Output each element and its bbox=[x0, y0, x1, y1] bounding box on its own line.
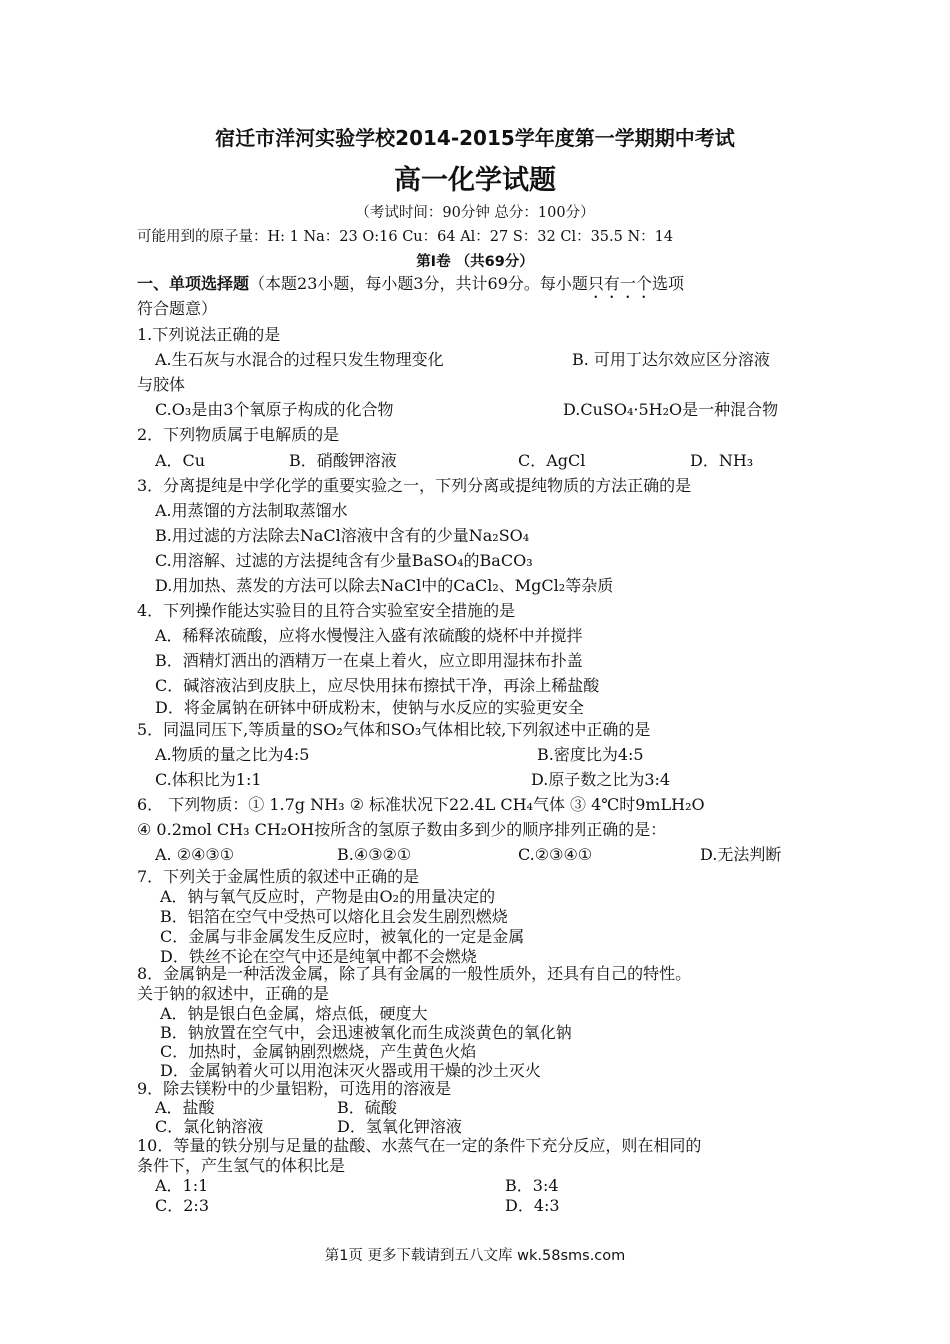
q8-option-c: C．加热时，金属钠剧烈燃烧，产生黄色火焰 bbox=[160, 1042, 477, 1061]
question-4: 4．下列操作能达实验目的且符合实验室安全措施的是 bbox=[137, 601, 516, 620]
document-title: 宿迁市洋河实验学校2014-2015学年度第一学期期中考试 bbox=[215, 126, 735, 150]
q7-option-c: C．金属与非金属发生反应时，被氧化的一定是金属 bbox=[160, 927, 525, 946]
q3-option-c: C.用溶解、过滤的方法提纯含有少量BaSO₄的BaCO₃ bbox=[155, 551, 533, 570]
q3-option-b: B.用过滤的方法除去NaCl溶液中含有的少量Na₂SO₄ bbox=[155, 526, 530, 545]
question-9: 9．除去镁粉中的少量铝粉，可选用的溶液是 bbox=[137, 1079, 452, 1098]
q6-option-a: A. ②④③① bbox=[155, 845, 235, 864]
exam-info: （考试时间：90分钟 总分：100分） bbox=[355, 205, 595, 221]
q8-option-a: A．钠是银白色金属，熔点低，硬度大 bbox=[160, 1004, 428, 1023]
page-footer: 第1页 更多下载请到五八文库 wk.58sms.com bbox=[324, 1248, 626, 1264]
q9-option-b: B．硫酸 bbox=[337, 1098, 397, 1117]
q4-option-a: A．稀释浓硫酸，应将水慢慢注入盛有浓硫酸的烧杯中并搅拌 bbox=[155, 626, 583, 645]
q9-option-c: C．氯化钠溶液 bbox=[155, 1117, 264, 1136]
q10-option-b: B．3:4 bbox=[505, 1176, 559, 1195]
question-10-cont: 条件下，产生氢气的体积比是 bbox=[137, 1156, 346, 1175]
q1-option-b-cont: 与胶体 bbox=[137, 375, 186, 394]
q5-option-b: B.密度比为4:5 bbox=[537, 745, 644, 764]
question-6-cont: ④ 0.2mol CH₃ CH₂OH按所含的氢原子数由多到少的顺序排列正确的是： bbox=[137, 820, 667, 839]
question-8: 8．金属钠是一种活泼金属，除了具有金属的一般性质外，还具有自己的特性。 bbox=[137, 964, 692, 983]
question-2: 2．下列物质属于电解质的是 bbox=[137, 425, 340, 444]
q5-option-c: C.体积比为1:1 bbox=[155, 770, 262, 789]
section-intro-line2: 符合题意） bbox=[137, 299, 218, 318]
question-1: 1.下列说法正确的是 bbox=[137, 325, 281, 344]
q6-option-d: D.无法判断 bbox=[700, 845, 782, 864]
q9-option-d: D．氢氧化钾溶液 bbox=[337, 1117, 462, 1136]
question-10: 10．等量的铁分别与足量的盐酸、水蒸气在一定的条件下充分反应，则在相同的 bbox=[137, 1136, 702, 1155]
q6-option-b: B.④③②① bbox=[337, 845, 412, 864]
q3-option-d: D.用加热、蒸发的方法可以除去NaCl中的CaCl₂、MgCl₂等杂质 bbox=[155, 576, 614, 595]
q8-option-b: B．钠放置在空气中，会迅速被氧化而生成淡黄色的氧化钠 bbox=[160, 1023, 572, 1042]
atomic-masses: 可能用到的原子量：H: 1 Na：23 O:16 Cu：64 Al：27 S：32 Cl：35.5 N：14 bbox=[137, 229, 674, 245]
q2-option-d: D．NH₃ bbox=[690, 451, 754, 470]
q2-option-a: A．Cu bbox=[155, 451, 206, 470]
question-5: 5．同温同压下,等质量的SO₂气体和SO₃气体相比较,下列叙述中正确的是 bbox=[137, 720, 651, 739]
q1-option-a: A.生石灰与水混合的过程只发生物理变化 bbox=[155, 350, 444, 369]
q9-option-a: A．盐酸 bbox=[155, 1098, 215, 1117]
question-3: 3．分离提纯是中学化学的重要实验之一，下列分离或提纯物质的方法正确的是 bbox=[137, 476, 692, 495]
q5-option-d: D.原子数之比为3:4 bbox=[531, 770, 671, 789]
q10-option-a: A．1:1 bbox=[155, 1176, 209, 1195]
q1-option-b: B. 可用丁达尔效应区分溶液 bbox=[572, 350, 770, 369]
volume-heading: 第Ⅰ卷 （共69分） bbox=[416, 254, 534, 270]
section-intro: （本题23小题，每小题3分，共计69分。每小题 bbox=[249, 274, 588, 293]
q5-option-a: A.物质的量之比为4:5 bbox=[155, 745, 310, 764]
q1-option-d: D.CuSO₄·5H₂O是一种混合物 bbox=[563, 400, 779, 419]
q7-option-b: B．铝箔在空气中受热可以熔化且会发生剧烈燃烧 bbox=[160, 907, 508, 926]
q3-option-a: A.用蒸馏的方法制取蒸馏水 bbox=[155, 501, 348, 520]
section-title: 一、单项选择题 bbox=[137, 274, 250, 293]
question-7: 7．下列关于金属性质的叙述中正确的是 bbox=[137, 867, 420, 886]
q4-option-d: D．将金属钠在研钵中研成粉末，使钠与水反应的实验更安全 bbox=[155, 698, 584, 717]
q2-option-b: B．硝酸钾溶液 bbox=[289, 451, 397, 470]
section-heading bbox=[137, 273, 684, 302]
q7-option-a: A．钠与氧气反应时，产物是由O₂的用量决定的 bbox=[160, 887, 496, 906]
q2-option-c: C．AgCl bbox=[518, 451, 586, 470]
question-6: 6． 下列物质：① 1.7g NH₃ ② 标准状况下22.4L CH₄气体 ③ 4℃时9mLH₂O bbox=[137, 795, 705, 814]
q10-option-d: D．4:3 bbox=[505, 1196, 560, 1215]
q7-option-d: D．铁丝不论在空气中还是纯氧中都不会燃烧 bbox=[160, 947, 477, 966]
section-intro-end: 选项 bbox=[651, 274, 684, 293]
emphasis-text: 只有一个 bbox=[587, 274, 652, 293]
q6-option-c: C.②③④① bbox=[518, 845, 593, 864]
q1-option-c: C.O₃是由3个氧原子构成的化合物 bbox=[155, 400, 394, 419]
document-subtitle: 高一化学试题 bbox=[394, 165, 556, 196]
question-8-cont: 关于钠的叙述中，正确的是 bbox=[137, 984, 330, 1003]
q4-option-c: C．碱溶液沾到皮肤上，应尽快用抹布擦拭干净，再涂上稀盐酸 bbox=[155, 676, 600, 695]
q8-option-d: D．金属钠着火可以用泡沫灭火器或用干燥的沙土灭火 bbox=[160, 1061, 541, 1080]
q10-option-c: C．2:3 bbox=[155, 1196, 209, 1215]
q4-option-b: B．酒精灯洒出的酒精万一在桌上着火，应立即用湿抹布扑盖 bbox=[155, 651, 583, 670]
